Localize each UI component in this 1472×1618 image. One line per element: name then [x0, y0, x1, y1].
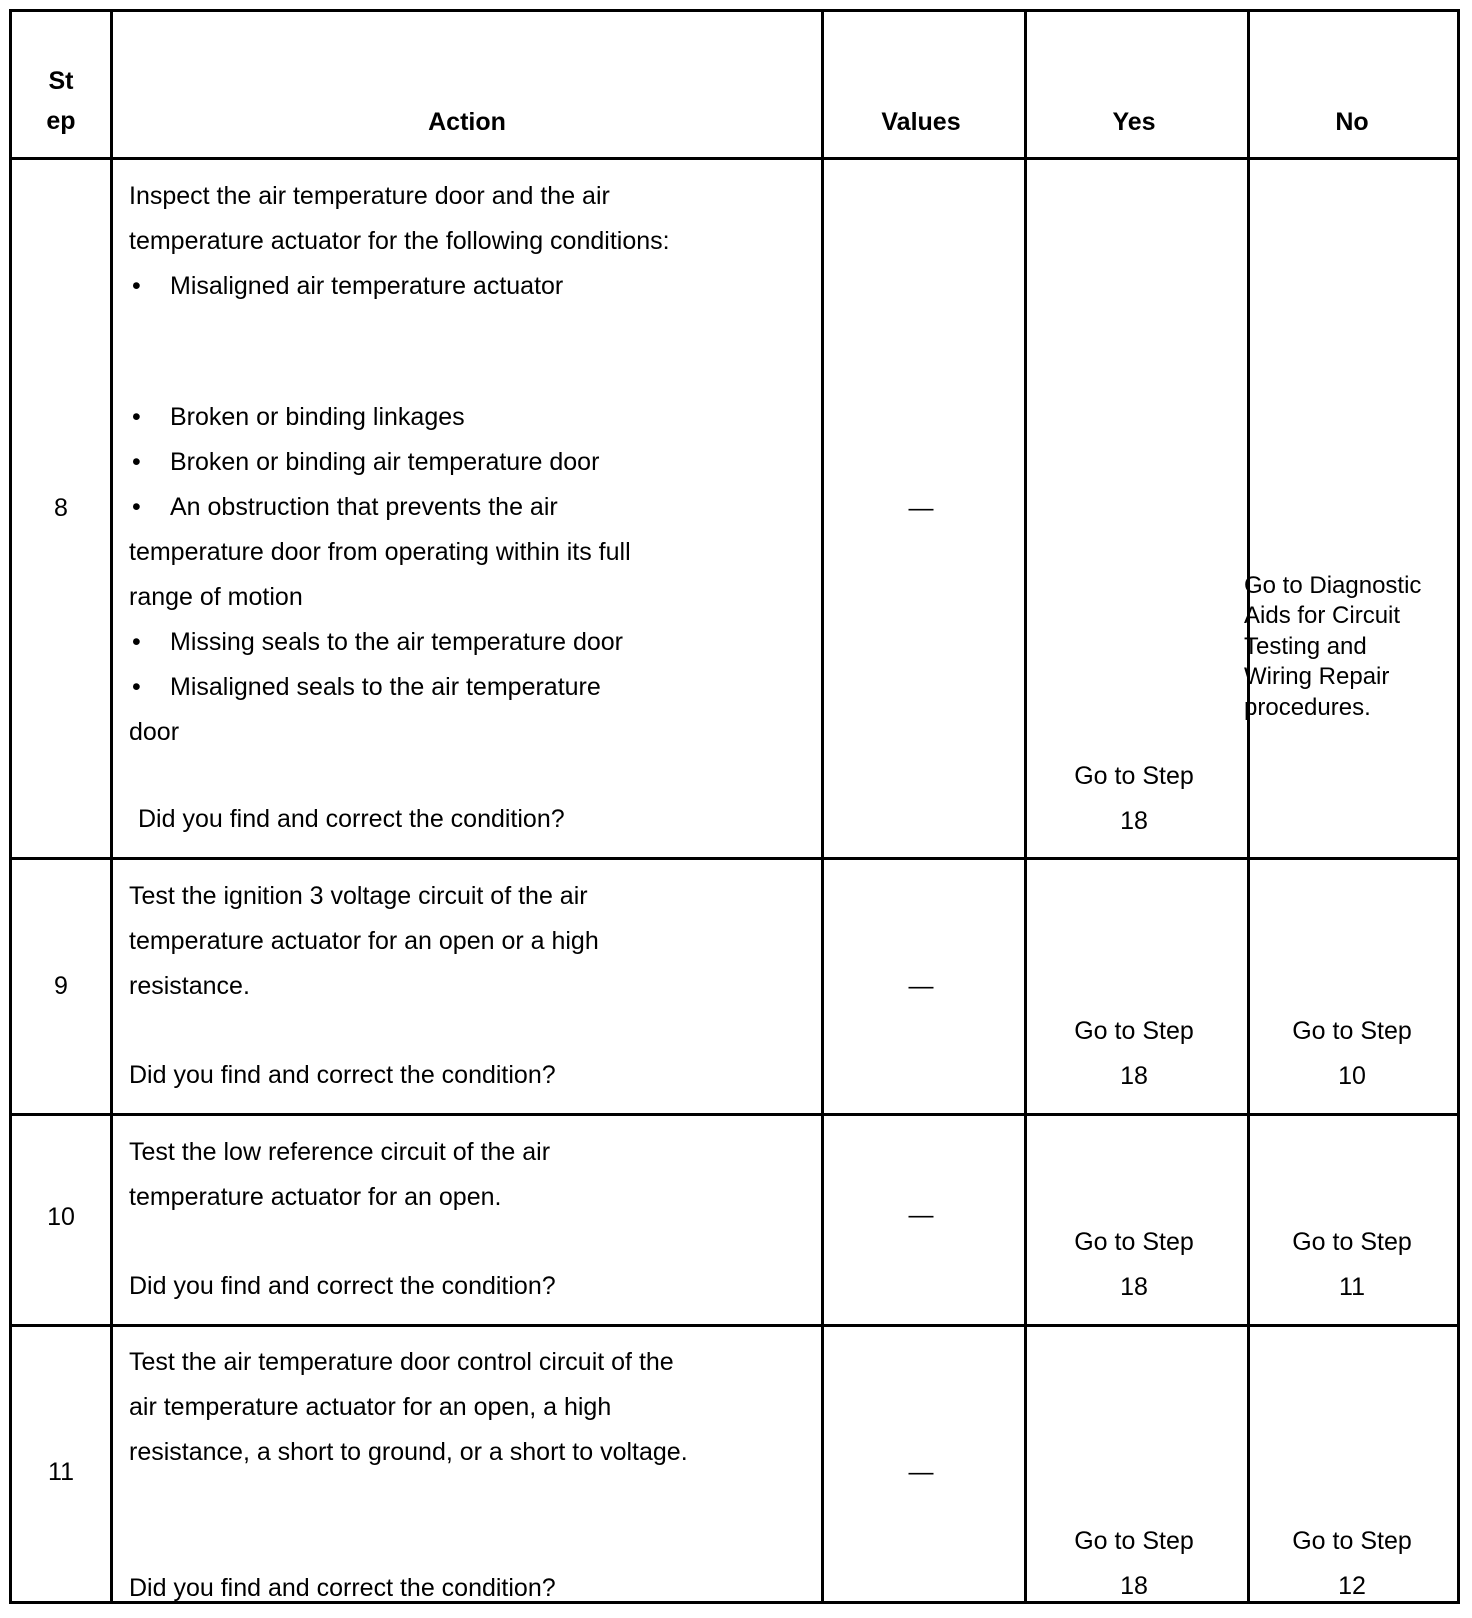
action-text: Test the air temperature door control circuit of the	[129, 1348, 674, 1376]
row-divider	[12, 1113, 1457, 1116]
column-divider	[821, 12, 824, 1601]
values-cell: —	[908, 1201, 934, 1229]
header-no: No	[1335, 108, 1369, 136]
bullet-dot: •	[132, 403, 141, 431]
no-cell: 11	[1339, 1273, 1365, 1301]
action-text: resistance.	[129, 972, 250, 1000]
action-text: temperature actuator for an open.	[129, 1183, 502, 1211]
yes-cell: Go to Step	[1074, 1527, 1194, 1555]
action-text: temperature actuator for the following conditions:	[129, 227, 670, 255]
list-item: Broken or binding linkages	[170, 403, 465, 431]
bullet-dot: •	[132, 448, 141, 476]
yes-cell: Go to Step	[1074, 1228, 1194, 1256]
column-divider	[1247, 12, 1250, 1601]
bullet-dot: •	[132, 673, 141, 701]
yes-cell: 18	[1120, 1062, 1148, 1090]
list-item: An obstruction that prevents the air	[170, 493, 558, 521]
row-divider	[12, 157, 1457, 160]
action-text: air temperature actuator for an open, a high	[129, 1393, 612, 1421]
list-item: Misaligned seals to the air temperature	[170, 673, 601, 701]
row-divider	[12, 857, 1457, 860]
no-cell: 12	[1338, 1572, 1366, 1600]
action-text: temperature actuator for an open or a high	[129, 927, 599, 955]
no-cell: Go to Step	[1292, 1228, 1412, 1256]
list-item-continued: door	[129, 718, 180, 746]
bullet-dot: •	[132, 628, 141, 656]
list-item: Misaligned air temperature actuator	[170, 272, 564, 300]
question-text: Did you find and correct the condition?	[129, 1272, 556, 1300]
header-yes: Yes	[1112, 108, 1156, 136]
step-number: 10	[47, 1203, 75, 1231]
step-number: 11	[48, 1458, 74, 1486]
no-cell: Go to Step	[1292, 1527, 1412, 1555]
yes-cell: 18	[1120, 1572, 1148, 1600]
no-cell: 10	[1338, 1062, 1366, 1090]
values-cell: —	[908, 494, 934, 522]
question-text: Did you find and correct the condition?	[129, 1061, 556, 1089]
values-cell: —	[908, 972, 934, 1000]
list-item-continued: range of motion	[129, 583, 303, 611]
list-item: Missing seals to the air temperature door	[170, 628, 623, 656]
action-text: Test the low reference circuit of the air	[129, 1138, 551, 1166]
question-text: Did you find and correct the condition?	[138, 805, 565, 833]
step-number: 9	[54, 972, 68, 1000]
action-text: Inspect the air temperature door and the air	[129, 182, 610, 210]
row-divider	[12, 1324, 1457, 1327]
no-cell: Go to Step	[1292, 1017, 1412, 1045]
action-text: Test the ignition 3 voltage circuit of the air	[129, 882, 588, 910]
yes-cell: 18	[1120, 1273, 1148, 1301]
header-values: Values	[881, 108, 961, 136]
header-action: Action	[428, 108, 506, 136]
action-text: resistance, a short to ground, or a short to voltage.	[129, 1438, 688, 1466]
column-divider	[110, 12, 113, 1601]
list-item-continued: temperature door from operating within its full	[129, 538, 631, 566]
step-number: 8	[54, 494, 68, 522]
yes-cell: Go to Step	[1074, 1017, 1194, 1045]
header-step: St ep	[46, 67, 76, 135]
bullet-dot: •	[132, 272, 141, 300]
bullet-dot: •	[132, 493, 141, 521]
values-cell: —	[908, 1458, 934, 1486]
yes-cell: 18	[1120, 807, 1148, 835]
question-text: Did you find and correct the condition?	[129, 1574, 556, 1602]
list-item: Broken or binding air temperature door	[170, 448, 600, 476]
yes-cell: Go to Step	[1074, 762, 1194, 790]
